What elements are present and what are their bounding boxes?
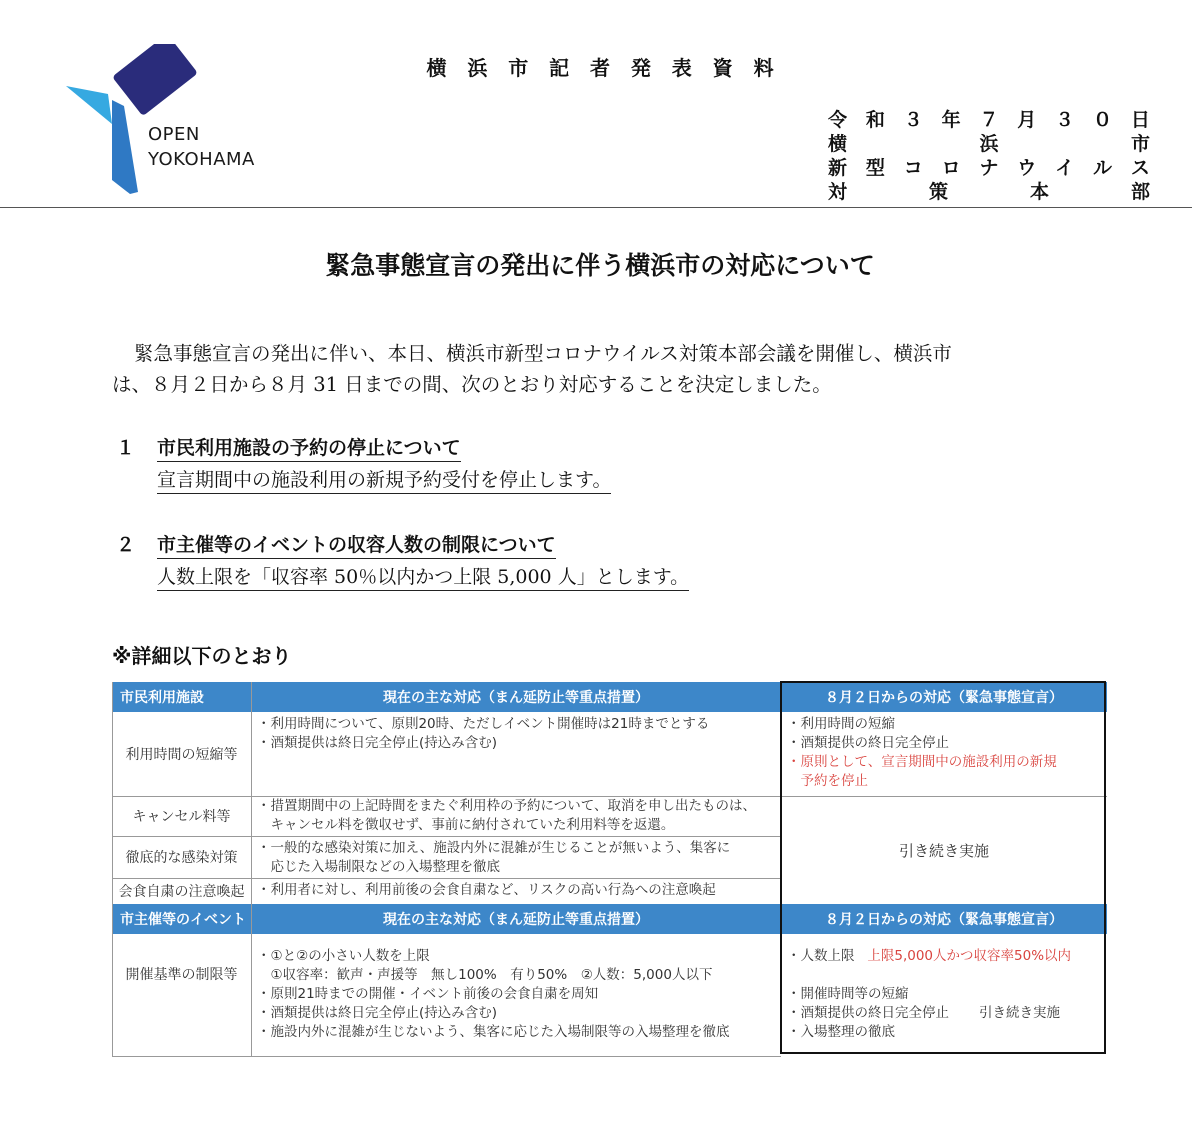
issuer-char: イ	[1055, 157, 1075, 179]
list-item: ・開催時間等の短縮	[787, 986, 909, 1002]
issuer-char: 横	[828, 133, 848, 155]
list-item: ・利用時間について、原則20時、ただしイベント開催時は21時までとする	[257, 716, 710, 732]
row-label-dining: 会食自粛の注意喚起	[118, 884, 245, 900]
row-label-hours: 利用時間の短縮等	[125, 747, 238, 763]
table-border	[112, 682, 113, 1056]
issuer-char: ナ	[979, 157, 999, 179]
row-current-hours	[251, 712, 781, 796]
date-char: ３	[903, 109, 923, 131]
measures-table	[112, 682, 1107, 1056]
issuer-char: 新	[828, 157, 848, 179]
table-header-current: 現在の主な対応（まん延防止等重点措置）	[251, 682, 781, 712]
date-char: ７	[979, 109, 999, 131]
list-item: ・利用時間の短縮	[787, 716, 895, 732]
section-1-body: 宣言期間中の施設利用の新規予約受付を停止します。	[157, 465, 611, 494]
table-border	[112, 836, 781, 837]
date-char: 令	[828, 109, 848, 131]
list-item: ・措置期間中の上記時間をまたぐ利用枠の予約について、取消を申し出たものは、	[257, 798, 756, 814]
list-item: ①収容率：歓声・声援等 無し100% 有り50% ②人数：5,000人以下	[257, 967, 713, 983]
heading-char: 料	[753, 56, 774, 80]
issuer-char: コ	[903, 157, 923, 179]
list-item-highlight: ・原則として、宣言期間中の施設利用の新規	[787, 754, 1057, 770]
list-item: ・酒類提供は終日完全停止(持込み含む)	[257, 1005, 498, 1021]
limit-label: ・人数上限	[787, 948, 855, 964]
intro-line-2: は、８月２日から８月 31 日までの間、次のとおり対応することを決定しました。	[112, 373, 832, 396]
header-divider	[0, 207, 1192, 208]
list-item: 応じた入場制限などの入場整理を徹底	[257, 859, 500, 875]
table-border	[251, 682, 252, 1056]
continue-label: 引き続き実施	[898, 841, 989, 860]
issuer-char: 対	[828, 181, 848, 203]
table-border	[112, 1056, 781, 1057]
issuer-char: 策	[928, 181, 948, 203]
section-2-title: 市主催等のイベントの収容人数の制限について	[157, 530, 556, 559]
details-note: ※詳細以下のとおり	[112, 644, 292, 668]
issuer-city	[828, 129, 1150, 153]
list-item: ・入場整理の徹底	[787, 1024, 895, 1040]
table-header-facilities: 市民利用施設	[112, 682, 251, 712]
heading-char: 資	[712, 56, 733, 80]
table-border	[112, 796, 781, 797]
issuer-char: 型	[865, 157, 885, 179]
list-item: ・一般的な感染対策に加え、施設内外に混雑が生じることが無いよう、集客に	[257, 840, 731, 856]
heading-char: 記	[549, 56, 570, 80]
heading-char: 浜	[467, 56, 488, 80]
list-item: キャンセル料を徴収せず、事前に納付されていた利用料等を返還。	[257, 817, 675, 833]
table-border	[112, 878, 781, 879]
issuer-char: 本	[1029, 181, 1049, 203]
row-label-infection: 徹底的な感染対策	[125, 850, 238, 866]
row-current-event-limits	[251, 944, 781, 1056]
date-char: 和	[865, 109, 885, 131]
issuer-char: 部	[1130, 181, 1150, 203]
list-item-text: ・酒類提供の終日完全停止	[787, 1005, 949, 1021]
section-1-number: １	[116, 437, 136, 459]
row-label-event-limits: 開催基準の制限等	[125, 967, 238, 983]
new-measures-frame	[780, 681, 1106, 1054]
heading-char: 発	[630, 56, 651, 80]
heading-char: 市	[508, 56, 529, 80]
row-current-dining	[251, 878, 781, 904]
logo-text-open: OPEN	[148, 124, 200, 145]
date-char: 日	[1130, 109, 1150, 131]
date-char: 年	[941, 109, 961, 131]
section-2-body: 人数上限を「収容率 50％以内かつ上限 5,000 人」とします。	[157, 562, 689, 591]
issuer-char: 市	[1130, 133, 1150, 155]
intro-line-1: 緊急事態宣言の発出に伴い、本日、横浜市新型コロナウイルス対策本部会議を開催し、横浜市	[134, 342, 952, 365]
list-item: ・①と②の小さい人数を上限	[257, 948, 430, 964]
issuer-char: ウ	[1017, 157, 1037, 179]
row-label-cancel: キャンセル料等	[132, 809, 231, 825]
release-date	[828, 105, 1150, 129]
issuer-char: 浜	[979, 133, 999, 155]
date-char: ３	[1055, 109, 1075, 131]
table-header-events: 市主催等のイベント	[112, 904, 251, 934]
logo-cyan-wing	[66, 86, 112, 124]
list-item: ・原則21時までの開催・イベント前後の会食自粛を周知	[257, 986, 599, 1002]
table-header-new-2: ８月２日からの対応（緊急事態宣言）	[781, 904, 1107, 934]
issuer-char: ル	[1093, 157, 1113, 179]
press-release-heading	[0, 52, 1200, 81]
row-current-cancel	[251, 794, 781, 836]
issuer-department-line2	[828, 177, 1150, 201]
date-char: ０	[1093, 109, 1113, 131]
date-char: 月	[1017, 109, 1037, 131]
document-title: 緊急事態宣言の発出に伴う横浜市の対応について	[325, 251, 875, 280]
section-1-title: 市民利用施設の予約の停止について	[157, 433, 461, 462]
continue-label-2: 引き続き実施	[979, 1005, 1061, 1021]
list-item: ・酒類提供の終日完全停止	[787, 735, 949, 751]
issuer-department-line1	[828, 153, 1150, 177]
row-current-infection	[251, 836, 781, 878]
logo-text-yokohama: YOKOHAMA	[148, 149, 255, 170]
list-item: ・利用者に対し、利用前後の会食自粛など、リスクの高い行為への注意喚起	[257, 882, 716, 898]
list-item: ・施設内外に混雑が生じないよう、集客に応じた入場制限等の入場整理を徹底	[257, 1024, 730, 1040]
heading-char: 者	[590, 56, 610, 80]
logo-blue-stem	[112, 100, 138, 194]
section-2-number: ２	[116, 534, 136, 556]
list-item-highlight: 予約を停止	[787, 773, 868, 789]
heading-char: 表	[671, 56, 692, 80]
issuer-char: ス	[1130, 157, 1150, 179]
list-item: ・酒類提供は終日完全停止(持込み含む)	[257, 735, 498, 751]
table-header-new: ８月２日からの対応（緊急事態宣言）	[781, 682, 1107, 712]
heading-char: 横	[426, 56, 447, 80]
issuer-char: ロ	[941, 157, 961, 179]
table-header-current-2: 現在の主な対応（まん延防止等重点措置）	[251, 904, 781, 934]
limit-value-highlight: 上限5,000人かつ収容率50%以内	[867, 948, 1072, 964]
